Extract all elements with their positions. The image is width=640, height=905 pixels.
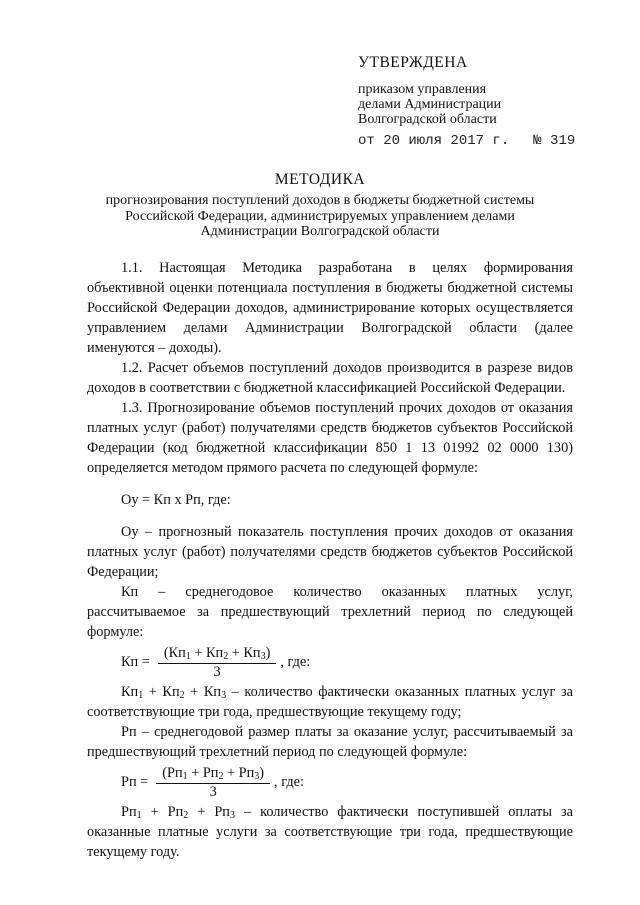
approval-number: № 319 [533,133,576,149]
subtitle-line: Администрации Волгоградской области [200,224,440,239]
document-title: МЕТОДИКА [274,171,366,188]
definition-rp: Рп – среднегодовой размер платы за оказание услуг, рассчитываемый за предшествующий трехлетний период по следующей формуле: [87,724,573,760]
formula-kp [87,642,573,682]
paragraph-1-1: 1.1. Настоящая Методика разработана в целях формирования объективной оценки потенциала поступления в бюджеты бюджетной системы Российской Федерации доходов, администрирование которых осуществляется управлением делами Администрации Волгоградской области (далее именуются – доходы). [87,260,573,356]
formula-kp-denominator: 3 [213,663,221,680]
subtitle-line: прогнозирования поступлений доходов в бюджеты бюджетной системы [105,193,535,208]
formula-rp [87,762,573,802]
paragraph-1-2: 1.2. Расчет объемов поступлений доходов производится в разрезе видов доходов в соответствии с бюджетной классификацией Российской Федерации. [87,360,573,396]
subtitle-line: Российской Федерации, администрируемых управлением делами [125,208,515,224]
approval-date-line [358,133,575,149]
formula-kp-tail: , где: [280,654,311,670]
approval-line: приказом управления [358,82,487,97]
formula-kp-fraction [158,645,277,680]
formula-rp-lhs: Рп = [121,774,149,790]
approval-title: УТВЕРЖДЕНА [358,54,468,71]
formula-rp-numerator: $(Рп_1 + Рп_2 + Рп_3)$ [156,765,270,784]
main-formula: Оу = Кп х Рп, где: [121,492,231,508]
approval-line: Волгоградской области [358,112,497,127]
document-subtitle [60,193,580,240]
approval-block [358,82,501,127]
definition-kp-sum: $Кп_1 + Кп_2 + Кп_3$ – количество фактически оказанных платных услуг за соответствующие три года, предшествующие текущему году; [87,684,574,720]
formula-kp-lhs: Кп = [121,654,150,670]
formula-rp-tail: , где: [274,774,304,790]
definition-kp: Кп – среднегодовое количество оказанных платных услуг, рассчитываемое за предшествующий трехлетний период по следующей формуле: [87,584,573,640]
formula-rp-fraction [156,765,270,800]
definition-oy: Оу – прогнозный показатель поступления прочих доходов от оказания платных услуг (работ) получателями средств бюджетов субъектов Российской Федерации; [87,524,573,580]
document-body [87,258,573,862]
formula-kp-numerator: $(Кп_1 + Кп_2 + Кп_3)$ [158,645,277,664]
formula-rp-denominator: 3 [209,783,217,800]
approval-line: делами Администрации [358,97,502,112]
definition-rp-sum: $Рп_1 + Рп_2 + Рп_3$ – количество фактически поступившей оплаты за оказанные платные услуги за соответствующие три года, предшествующие текущему году. [87,804,573,860]
paragraph-1-3: 1.3. Прогнозирование объемов поступлений прочих доходов от оказания платных услуг (работ) получателями средств бюджетов субъектов Российской Федерации (код бюджетной классификации 850 1 13 01992 02 0000 130) определяется методом прямого расчета по следующей формуле: [87,400,573,476]
approval-date: от 20 июля 2017 г. [358,133,510,149]
